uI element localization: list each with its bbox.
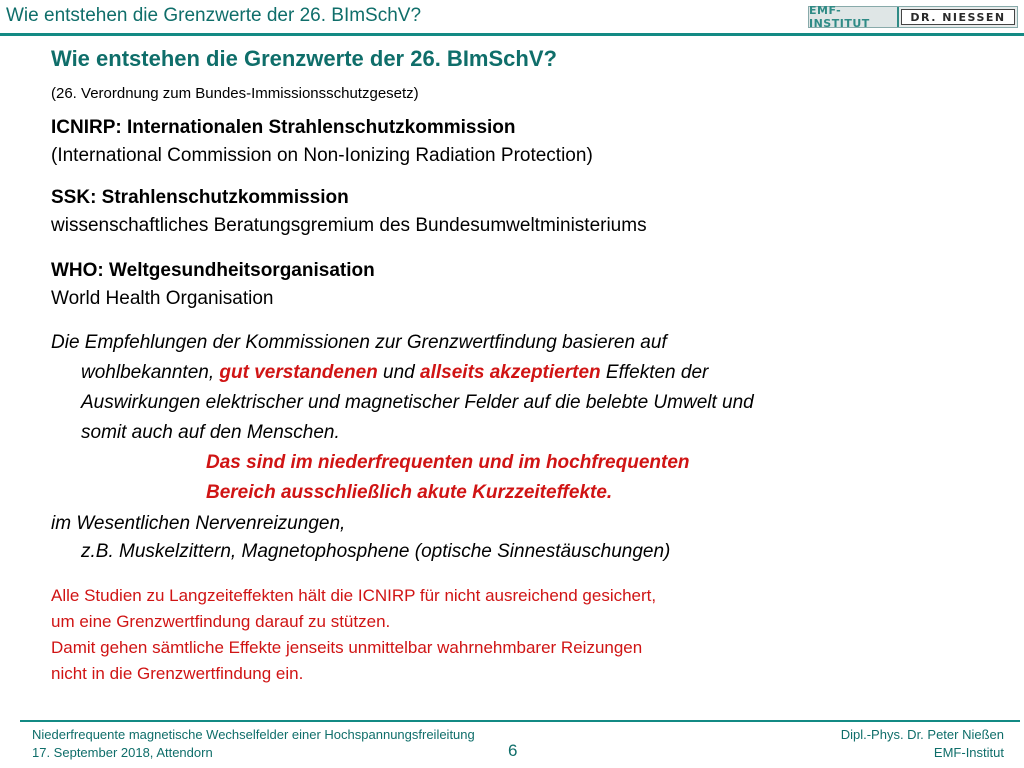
para-line-2-c: und: [377, 362, 421, 383]
para-line-4: somit auch auf den Menschen.: [81, 422, 340, 443]
icnirp-section: [51, 114, 593, 170]
who-text: World Health Organisation: [51, 288, 274, 309]
logo-left-text: EMF-INSTITUT: [809, 7, 899, 27]
header-title: Wie entstehen die Grenzwerte der 26. BImSchV?: [6, 5, 422, 26]
who-heading: WHO: Weltgesundheitsorganisation: [51, 260, 375, 281]
para-line-2-a: wohlbekannten,: [81, 362, 220, 383]
recommendations-paragraph: [51, 328, 981, 508]
para-line-3: Auswirkungen elektrischer und magnetischer Felder auf die belebte Umwelt und: [81, 392, 754, 413]
slide-title: Wie entstehen die Grenzwerte der 26. BImSchV?: [51, 46, 557, 71]
ssk-section: [51, 184, 647, 240]
highlight-allseits-akzeptierten: allseits akzeptierten: [420, 362, 601, 383]
header-divider: [0, 33, 1024, 36]
footer-divider: [20, 720, 1020, 722]
para-line-6-highlight: Bereich ausschließlich akute Kurzzeiteffekte.: [206, 482, 613, 503]
footer-institute: EMF-Institut: [933, 745, 1004, 760]
note-line-2: um eine Grenzwertfindung darauf zu stützen.: [51, 612, 391, 631]
icnirp-heading: ICNIRP: Internationalen Strahlenschutzkommission: [51, 117, 516, 138]
footer-date-location: 17. September 2018, Attendorn: [32, 745, 213, 760]
para-line-1: Die Empfehlungen der Kommissionen zur Grenzwertfindung basieren auf: [51, 332, 667, 353]
icnirp-text: (International Commission on Non-Ionizing Radiation Protection): [51, 145, 593, 166]
para-line-2-e: Effekten der: [600, 362, 709, 383]
ssk-heading: SSK: Strahlenschutzkommission: [51, 187, 349, 208]
who-section: [51, 257, 375, 313]
para-line-2: [51, 358, 981, 388]
emf-institut-logo: [808, 6, 1018, 28]
ssk-text: wissenschaftliches Beratungsgremium des Bundesumweltministeriums: [51, 215, 647, 236]
note-line-3: Damit gehen sämtliche Effekte jenseits unmittelbar wahrnehmbarer Reizungen: [51, 638, 643, 657]
para-line-5-highlight: Das sind im niederfrequenten und im hochfrequenten: [206, 452, 690, 473]
longterm-studies-note: [51, 583, 656, 687]
para2-line-2: z.B. Muskelzittern, Magnetophosphene (optische Sinnestäuschungen): [81, 541, 671, 562]
highlight-gut-verstandenen: gut verstandenen: [219, 362, 378, 383]
logo-right-text: DR. NIESSEN: [901, 9, 1015, 25]
note-line-4: nicht in die Grenzwertfindung ein.: [51, 664, 304, 683]
footer-author: Dipl.-Phys. Dr. Peter Nießen: [840, 727, 1004, 742]
page-number: 6: [508, 741, 518, 760]
para2-line-1: im Wesentlichen Nervenreizungen,: [51, 513, 346, 534]
nerve-stimulation-paragraph: [51, 510, 670, 566]
footer-presentation-title: Niederfrequente magnetische Wechselfelder einer Hochspannungsfreileitung: [32, 727, 475, 742]
note-line-1: Alle Studien zu Langzeiteffekten hält die ICNIRP für nicht ausreichend gesichert,: [51, 586, 657, 605]
slide-subtitle: (26. Verordnung zum Bundes-Immissionsschutzgesetz): [51, 85, 419, 102]
